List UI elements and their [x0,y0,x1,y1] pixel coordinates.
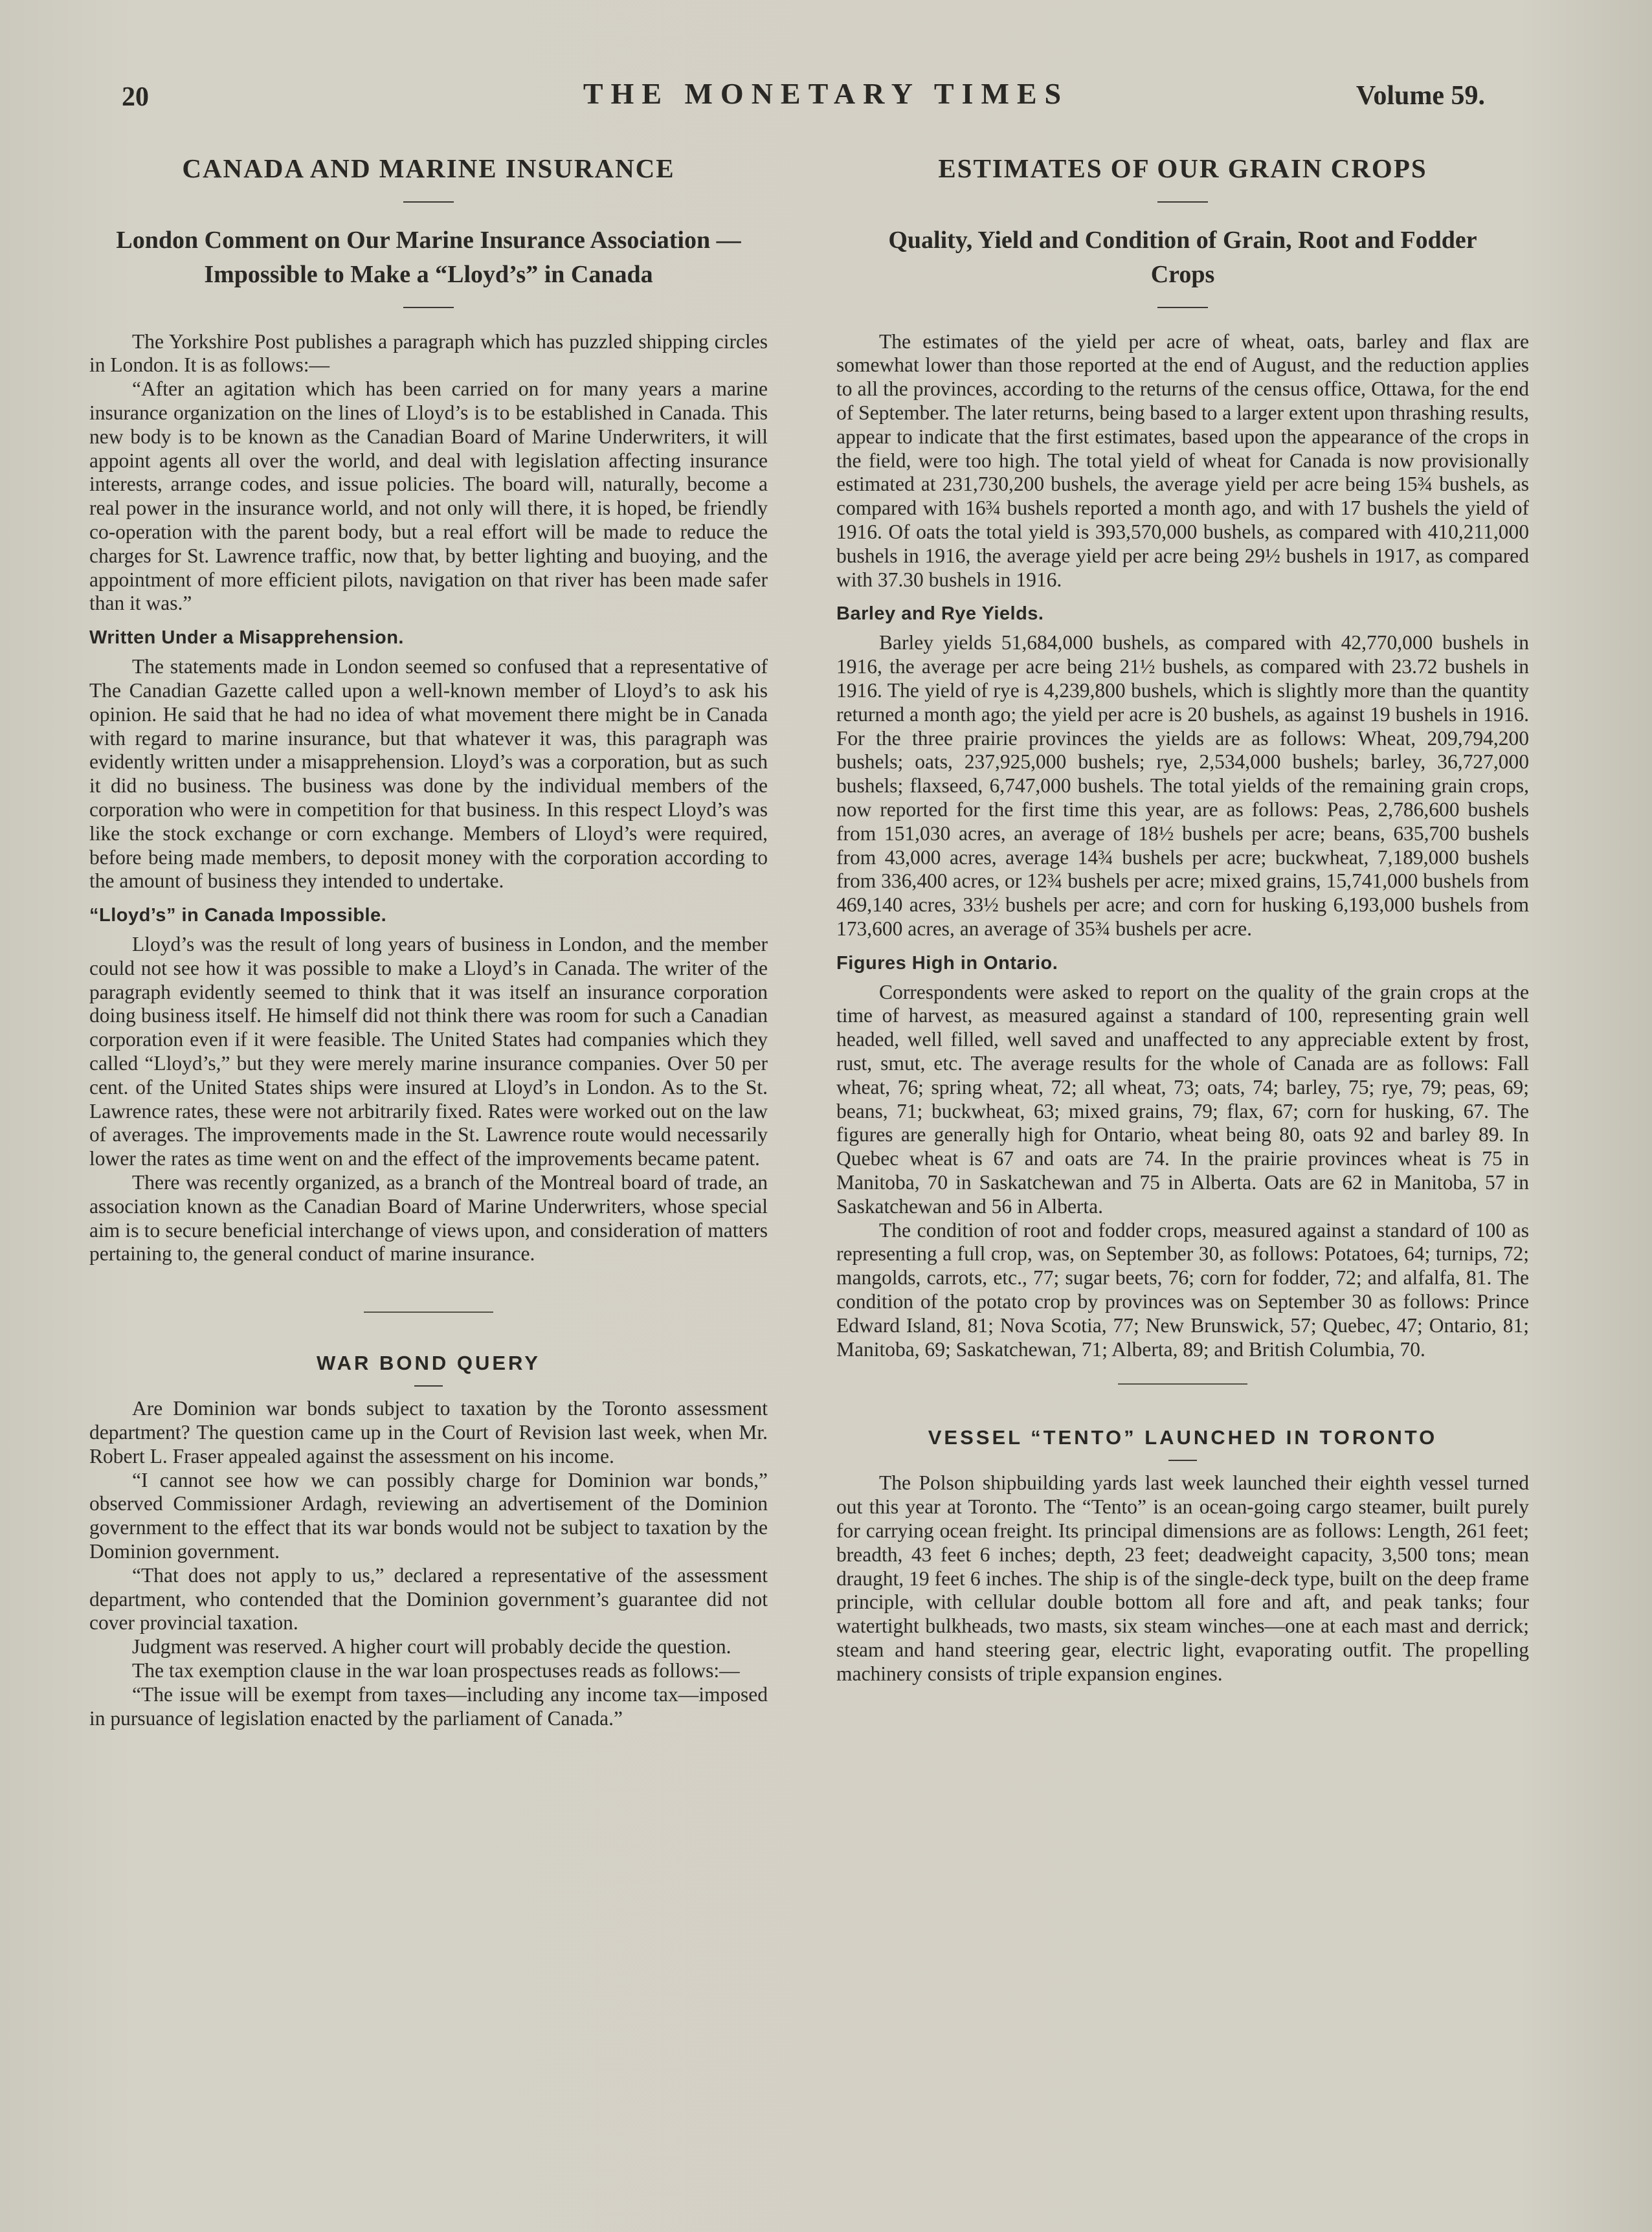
title-rule [403,201,454,203]
section-divider [1118,1383,1247,1385]
article-deck: Quality, Yield and Condition of Grain, Root and Fodder Crops [888,227,1477,289]
deck-rule [403,307,454,308]
paragraph: Correspondents were asked to report on the quality of the grain crops at the time of harvest, as measured against a standard of 100, representing grain well headed, well filled, well saved and unaffected to any appreciable extent by frost, rust, smut, etc. The average results for the whole of Canada are as follows: Fall wheat, 76; spring wheat, 72; all wheat, 73; oats, 74; barley, 75; rye, 79; peas, 69; beans, 71; buckwheat, 63; mixed grains, 79; flax, 67; corn for husking, 67. The figures are generally high for Ontario, wheat being 80, oats 92 and barley 89. In Quebec wheat is 67 and oats are 74. In the prairie provinces wheat is 75 in Manitoba, 70 in Saskatchewan and 75 in Alberta. Oats are 62 in Manitoba, 57 in Saskatchewan and 56 in Alberta. [836,980,1529,1218]
article-title: WAR BOND QUERY [317,1352,541,1375]
paragraph: The tax exemption clause in the war loan prospectuses reads as follows:— [132,1659,740,1682]
title-rule [1168,1460,1197,1461]
paragraph: Barley yields 51,684,000 bushels, as compared with 42,770,000 bushels in 1916, the average per acre being 21½ bushels, as compared with 23.72 bushels in 1916. The yield of rye is 4,239,800 bushels, which is slightly more than the quantity returned a month ago; the yield per acre is 20 bushels, as against 19 bushels in 1916. For the three prairie provinces the yields are as follows: Wheat, 209,794,200 bushels; oats, 237,925,000 bushels; rye, 2,534,000 bushels; barley, 36,727,000 bushels; flaxseed, 6,747,000 bushels. The total yields of the remaining grain crops, now reported for the first time this year, are as follows: Peas, 2,786,600 bushels from 151,030 acres, an average of 18½ bushels per acre; beans, 635,700 bushels from 43,000 acres, average 14¾ bushels per acre; buckwheat, 7,189,000 bushels from 336,400 acres, or 12¾ bushels per acre; mixed grains, 15,741,000 bushels from 469,140 acres, 33½ bushels per acre; and corn for husking 6,193,000 bushels from 173,600 acres, an average of 35¾ bushels per acre. [836,631,1529,940]
title-rule [1157,201,1208,203]
paragraph: The condition of root and fodder crops, measured against a standard of 100 as representing a full crop, was, on September 30, as follows: Potatoes, 64; turnips, 72; mangolds, carrots, etc., 77; sugar beets, 76; corn for fodder, 72; and alfalfa, 81. The condition of the potato crop by provinces was on September 30 as follows: Prince Edward Island, 81; Nova Scotia, 77; New Brunswick, 57; Quebec, 47; Ontario, 81; Manitoba, 69; Saskatchewan, 71; Alberta, 89; and British Columbia, 70. [836,1218,1529,1361]
paragraph: “I cannot see how we can possibly charge for Dominion war bonds,” observed Commissioner Ardagh, reviewing an advertisement of the Dominion government to the effect that its war bonds would not be subject to taxation by the Dominion government. [89,1468,768,1563]
journal-title: THE MONETARY TIMES [583,77,1069,110]
volume-label: Volume 59. [1356,81,1485,111]
page-header [0,76,1652,115]
article-title: CANADA AND MARINE INSURANCE [182,153,675,183]
subheading: Written Under a Misapprehension. [89,627,404,649]
article-title: ESTIMATES OF OUR GRAIN CROPS [938,153,1427,183]
article-marine-insurance [89,153,768,1266]
paragraph: Are Dominion war bonds subject to taxation by the Toronto assessment department? The question came up in the Court of Revision last week, when Mr. Robert L. Fraser appealed against the assessment on his income. [89,1397,768,1468]
article-war-bond-query [89,1352,768,1730]
paragraph: “That does not apply to us,” declared a representative of the assessment department, who contended that the Dominion government’s guarantee did not cover provincial taxation. [89,1563,768,1635]
paragraph: The estimates of the yield per acre of wheat, oats, barley and flax are somewhat lower than those reported at the end of August, and the reduction applies to all the provinces, according to the returns of the census office, Ottawa, for the end of September. The later returns, being based to a larger extent upon thrashing results, appear to indicate that the first estimates, based upon the appearance of the crops in the field, were too high. The total yield of wheat for Canada is now provisionally estimated at 231,730,200 bushels, the average yield per acre being 15¾ bushels, as compared with 16¾ bushels reported a month ago, and with 17 bushels the yield of 1916. Of oats the total yield is 393,570,000 bushels, as compared with 410,211,000 bushels in 1916, the average yield per acre being 29½ bushels in 1917, as compared with 37.30 bushels in 1916. [836,329,1529,591]
paragraph: The Yorkshire Post publishes a paragraph which has puzzled shipping circles in London. It is as follows:— [89,329,768,377]
left-column [89,149,768,1730]
page-number: 20 [122,82,149,112]
article-title: VESSEL “TENTO” LAUNCHED IN TORONTO [928,1426,1438,1449]
deck-rule [1157,307,1208,308]
paragraph: There was recently organized, as a branch of the Montreal board of trade, an association known as the Canadian Board of Marine Underwriters, whose special aim is to secure beneficial interchange of views upon, and consideration of matters pertaining to, the general conduct of marine insurance. [89,1171,768,1266]
subheading: “Lloyd’s” in Canada Impossible. [89,905,387,926]
paragraph: Lloyd’s was the result of long years of business in London, and the member could not see how it was possible to make a Lloyd’s in Canada. The writer of the paragraph evidently seemed to think that it was itself an insurance corporation doing business itself. He himself did not think there was room for such a Canadian corporation even if it were feasible. The United States had companies which they called “Lloyd’s,” but they were merely marine insurance companies. Over 50 per cent. of the United States ships were insured at Lloyd’s in London. As to the St. Lawrence rates, these were not arbitrarily fixed. Rates were worked out on the law of averages. The improvements made in the St. Lawrence route would necessarily lower the rates as time went on and the effect of the improvements became patent. [89,933,768,1170]
paragraph: “The issue will be exempt from taxes—including any income tax—imposed in pursuance of legislation enacted by the parliament of Canada.” [89,1682,768,1730]
article-vessel-tento [836,1426,1529,1686]
paragraph: Judgment was reserved. A higher court will probably decide the question. [132,1635,731,1658]
article-deck: London Comment on Our Marine Insurance Association —Impossible to Make a “Lloyd’s” in Canada [116,227,741,289]
article-grain-crops [836,153,1529,1361]
section-divider [364,1311,493,1313]
subheading: Barley and Rye Yields. [836,603,1044,625]
paragraph: The Polson shipbuilding yards last week launched their eighth vessel turned out this year at Toronto. The “Tento” is an ocean-going cargo steamer, built purely for carrying ocean freight. Its principal dimensions are as follows: Length, 261 feet; breadth, 43 feet 6 inches; depth, 23 feet; deadweight capacity, 3,500 tons; mean draught, 19 feet 6 inches. The ship is of the single-deck type, built on the deep frame principle, with cellular double bottom all fore and aft, and peak tanks; four watertight bulkheads, two masts, six steam winches—one at each mast and derrick; steam and hand steering gear, electric light, evaporating outfit. The propelling machinery consists of triple expansion engines. [836,1471,1529,1685]
title-rule [414,1385,443,1387]
subheading: Figures High in Ontario. [836,952,1058,974]
right-column [836,149,1529,1686]
paragraph: The statements made in London seemed so confused that a representative of The Canadian Gazette called upon a well-known member of Lloyd’s to ask his opinion. He said that he had no idea of what movement there might be in Canada with regard to marine insurance, but that whatever it was, this paragraph was evidently written under a misapprehension. Lloyd’s was a corporation, but as such it did no business. The business was done by the individual members of the corporation who were in competition for that business. In this respect Lloyd’s was like the stock exchange or corn exchange. Members of Lloyd’s were required, before being made members, to deposit money with the corporation according to the amount of business they intended to undertake. [89,655,768,893]
paragraph: “After an agitation which has been carried on for many years a marine insurance organization on the lines of Lloyd’s is to be established in Canada. This new body is to be known as the Canadian Board of Marine Underwriters, it will appoint agents all over the world, and deal with legislation affecting insurance interests, arrange codes, and issue policies. The board will, naturally, become a real power in the insurance world, and not only will there, it is hoped, be friendly co-operation with the parent body, but a real effort will be made to reduce the charges for St. Lawrence traffic, now that, by better lighting and buoying, and the appointment of more efficient pilots, navigation on that river has been made safer than it was.” [89,377,768,615]
